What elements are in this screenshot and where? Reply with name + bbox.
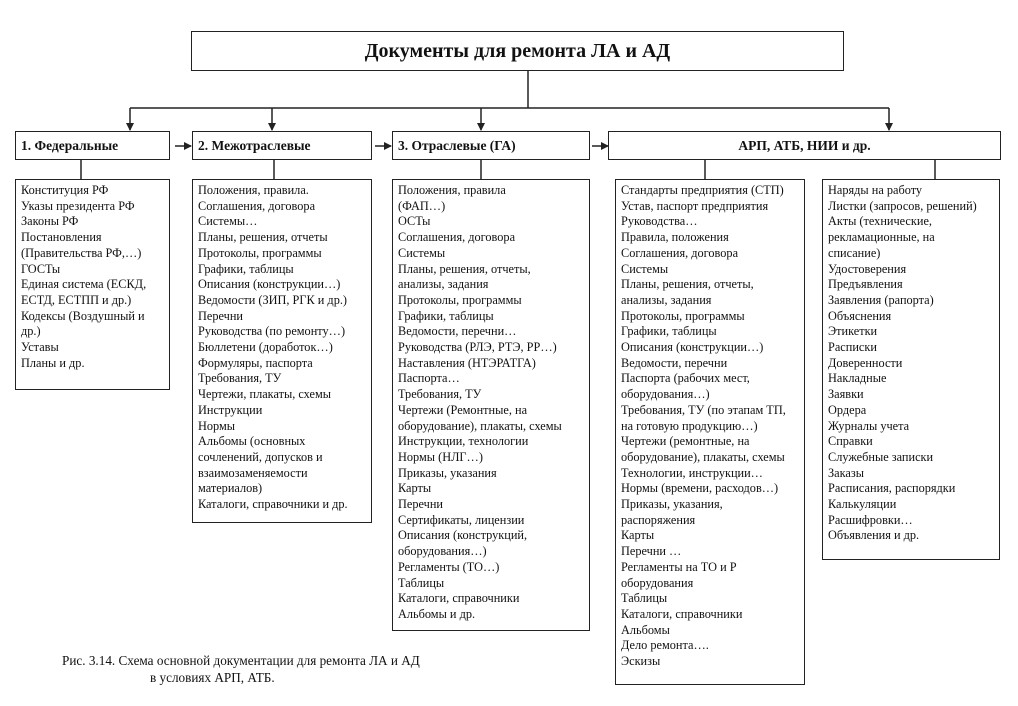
list-item: ОСТы	[398, 214, 431, 229]
list-item: Планы, решения, отчеты	[198, 230, 328, 245]
list-item: Каталоги, справочники	[621, 606, 743, 621]
list-item: анализы, задания	[621, 292, 712, 307]
list-item: Графики, таблицы	[398, 308, 494, 323]
list-federal	[15, 179, 170, 390]
list-item: Стандарты предприятия (СТП)	[621, 183, 784, 197]
list-item: анализы, задания	[398, 277, 489, 292]
list-item: Таблицы	[398, 575, 445, 590]
list-item: Формуляры, паспорта	[198, 355, 313, 370]
list-item: Единая система (ЕСКД,	[21, 277, 147, 292]
list-item: Перечни …	[621, 544, 682, 559]
list-item: Описания (конструкции…)	[198, 277, 341, 292]
list-item: оборудования	[621, 575, 694, 590]
list-item: распоряжения	[621, 512, 696, 527]
list-item: Протоколы, программы	[198, 245, 322, 260]
list-item: ЕСТД, ЕСТПП и др.)	[21, 292, 132, 307]
list-item: сочленений, допусков и	[198, 449, 323, 464]
list-item: Руководства…	[621, 214, 698, 229]
list-item: Альбомы	[621, 622, 670, 637]
list-item: Приказы, указания	[398, 465, 497, 480]
list-item: Паспорта (рабочих мест,	[621, 371, 750, 386]
list-item: Протоколы, программы	[398, 292, 522, 307]
list-item: Уставы	[21, 340, 59, 355]
figure-caption	[62, 652, 420, 686]
list-item: Планы, решения, отчеты,	[398, 261, 531, 276]
list-item: Эскизы	[621, 654, 661, 669]
category-federal: 1. Федеральные	[15, 131, 170, 160]
list-item: на готовую продукцию…)	[621, 418, 758, 433]
list-item: Чертежи, плакаты, схемы	[198, 387, 332, 402]
list-item: Накладные	[828, 371, 887, 386]
list-item: Положения, правила	[398, 183, 506, 197]
list-item: Протоколы, программы	[621, 308, 745, 323]
list-item: Соглашения, договора	[621, 245, 739, 260]
list-item: Калькуляции	[828, 497, 897, 512]
caption-line-2: в условиях АРП, АТБ.	[150, 670, 275, 685]
list-item: Таблицы	[621, 591, 668, 606]
list-item: Регламенты (ТО…)	[398, 559, 500, 574]
list-item: Нормы (времени, расходов…)	[621, 481, 779, 496]
list-item: Чертежи (ремонтные, на	[621, 434, 750, 449]
caption-line-1: Рис. 3.14. Схема основной документации для ремонта ЛА и АД	[62, 653, 420, 668]
list-item: Графики, таблицы	[621, 324, 717, 339]
list-item: Наставления (НТЭРАТГА)	[398, 355, 536, 370]
list-item: Заявления (рапорта)	[828, 292, 934, 307]
list-item: Ордера	[828, 402, 867, 417]
list-item: Расписания, распорядки	[828, 481, 956, 496]
list-item: Этикетки	[828, 324, 878, 339]
list-item: Инструкции	[198, 402, 263, 417]
list-industry	[392, 179, 590, 631]
list-item: Регламенты на ТО и Р	[621, 559, 737, 574]
list-item: Заказы	[828, 465, 864, 480]
list-item: Требования, ТУ	[398, 387, 482, 402]
list-item: Альбомы (основных	[198, 434, 306, 449]
list-item: Системы	[621, 261, 669, 276]
list-item: рекламационные, на	[828, 230, 935, 245]
list-item: Руководства (по ремонту…)	[198, 324, 346, 339]
list-item: Правила, положения	[621, 230, 729, 245]
list-item: Нормы	[198, 418, 236, 433]
list-item: оборудование), плакаты, схемы	[621, 449, 785, 464]
list-item: Указы президента РФ	[21, 198, 135, 213]
list-item: Устав, паспорт предприятия	[621, 198, 769, 213]
list-enterprise-technical	[615, 179, 805, 685]
list-item: Паспорта…	[398, 371, 460, 386]
list-item: Постановления	[21, 230, 102, 245]
list-item: Перечни	[198, 308, 243, 323]
list-item: Расписки	[828, 340, 877, 355]
list-enterprise-administrative	[822, 179, 1000, 560]
list-item: Каталоги, справочники и др.	[198, 497, 348, 512]
list-item: Требования, ТУ	[198, 371, 282, 386]
list-item: Акты (технические,	[828, 214, 932, 229]
list-item: Положения, правила.	[198, 183, 309, 197]
list-item: Расшифровки…	[828, 512, 913, 527]
category-interindustry: 2. Межотраслевые	[192, 131, 372, 160]
list-item: Карты	[398, 481, 432, 496]
list-item: Соглашения, договора	[398, 230, 516, 245]
list-item: Каталоги, справочники	[398, 591, 520, 606]
list-item: (Правительства РФ,…)	[21, 245, 142, 260]
list-item: оборудование), плакаты, схемы	[398, 418, 562, 433]
list-item: Предъявления	[828, 277, 903, 292]
list-item: ГОСТы	[21, 261, 61, 276]
category-industry: 3. Отраслевые (ГА)	[392, 131, 590, 160]
list-item: Нормы (НЛГ…)	[398, 449, 483, 464]
list-item: Объявления и др.	[828, 528, 920, 543]
list-item: списание)	[828, 245, 881, 260]
list-item: оборудования…)	[621, 387, 710, 402]
list-item: Требования, ТУ (по этапам ТП,	[621, 402, 786, 417]
category-enterprise: АРП, АТБ, НИИ и др.	[608, 131, 1001, 160]
list-item: Чертежи (Ремонтные, на	[398, 402, 528, 417]
list-item: Кодексы (Воздушный и	[21, 308, 145, 323]
list-item: оборудования…)	[398, 544, 487, 559]
list-item: Наряды на работу	[828, 183, 923, 197]
list-item: Планы и др.	[21, 355, 85, 370]
diagram-title: Документы для ремонта ЛА и АД	[191, 31, 844, 71]
list-item: Заявки	[828, 387, 864, 402]
list-item: Законы РФ	[21, 214, 79, 229]
list-item: Доверенности	[828, 355, 903, 370]
list-interindustry	[192, 179, 372, 523]
list-item: (ФАП…)	[398, 198, 446, 213]
list-item: др.)	[21, 324, 41, 339]
list-item: Журналы учета	[828, 418, 910, 433]
list-item: взаимозаменяемости	[198, 465, 308, 480]
list-item: Описания (конструкций,	[398, 528, 528, 543]
list-item: Бюллетени (доработок…)	[198, 340, 333, 355]
list-item: Справки	[828, 434, 873, 449]
list-item: Системы	[398, 245, 446, 260]
list-item: Ведомости (ЗИП, РГК и др.)	[198, 292, 348, 307]
list-item: Перечни	[398, 497, 443, 512]
list-item: Руководства (РЛЭ, РТЭ, РР…)	[398, 340, 557, 355]
list-item: Карты	[621, 528, 655, 543]
list-item: Ведомости, перечни	[621, 355, 728, 370]
list-item: Системы…	[198, 214, 258, 229]
list-item: Графики, таблицы	[198, 261, 294, 276]
list-item: Технологии, инструкции…	[621, 465, 763, 480]
list-item: Соглашения, договора	[198, 198, 316, 213]
list-item: материалов)	[198, 481, 263, 496]
list-item: Описания (конструкции…)	[621, 340, 764, 355]
list-item: Удостоверения	[828, 261, 907, 276]
list-item: Сертификаты, лицензии	[398, 512, 525, 527]
list-item: Листки (запросов, решений)	[828, 198, 977, 213]
list-item: Альбомы и др.	[398, 606, 476, 621]
list-item: Конституция РФ	[21, 183, 109, 197]
list-item: Ведомости, перечни…	[398, 324, 517, 339]
list-item: Приказы, указания,	[621, 497, 723, 512]
list-item: Инструкции, технологии	[398, 434, 529, 449]
list-item: Дело ремонта….	[621, 638, 709, 653]
list-item: Объяснения	[828, 308, 892, 323]
list-item: Планы, решения, отчеты,	[621, 277, 754, 292]
list-item: Служебные записки	[828, 449, 934, 464]
